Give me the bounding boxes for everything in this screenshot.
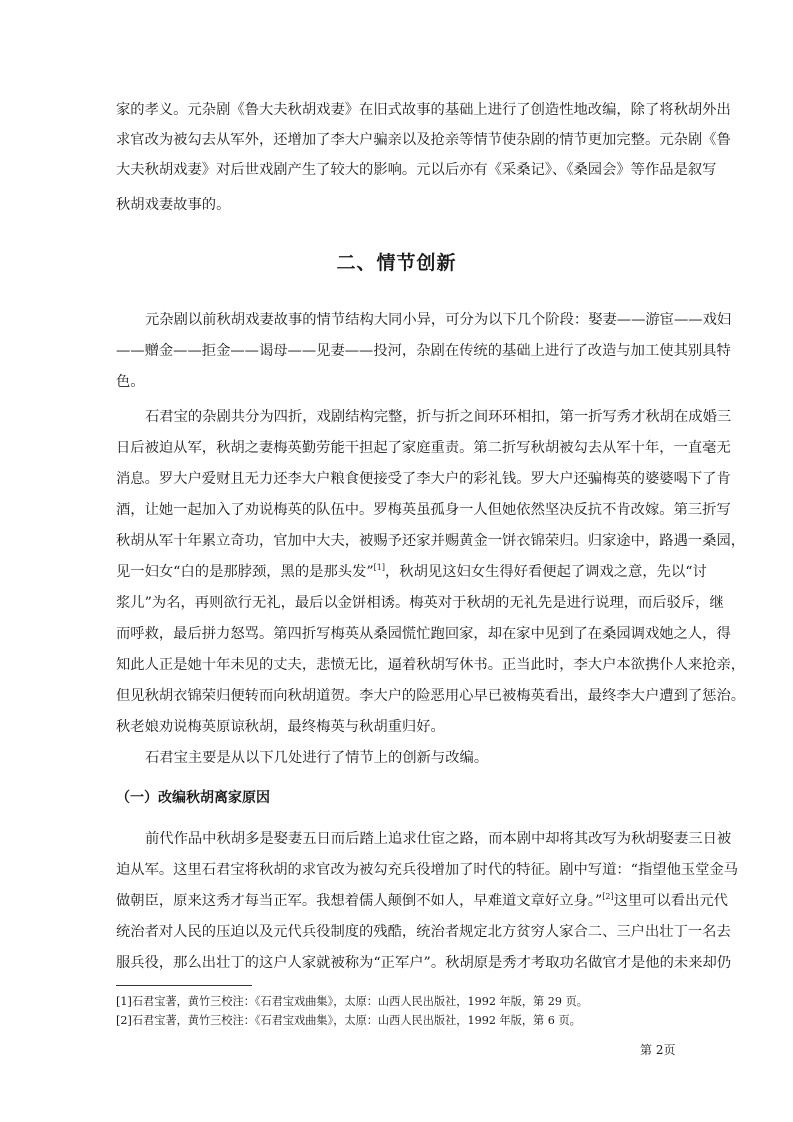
quote-text: 做朝臣，原来这秀才每当正军。我想着儒人颠倒不如人，早难道文章好立身。” [116, 893, 603, 909]
body-line: 消息。罗大户爱财且无力还李大户粮食便接受了李大户的彩礼钱。罗大户还骗梅英的婆婆喝下了肯 [116, 471, 731, 487]
body-line-with-note [116, 562, 707, 582]
footnote-ref[interactable]: [2] [602, 892, 614, 902]
body-line: ——赠金——拒金——谒母——见妻——投河，杂剧在传统的基础上进行了改造与加工使其别具特 [116, 343, 731, 359]
body-line: 服兵役，那么出壮丁的这户人家就被称为“正军户”。秋胡原是秀才考取功名做官才是他的未来却仍 [116, 955, 732, 971]
footnote-separator [116, 985, 252, 986]
body-line: 大夫秋胡戏妻》对后世戏剧产生了较大的影响。元以后亦有《采桑记》、《桑园会》等作品是叙写 [116, 162, 717, 178]
body-line: 秋老娘劝说梅英原谅秋胡，最终梅英与秋胡重归好。 [116, 719, 445, 735]
body-text-cont: 这里可以看出元代 [613, 893, 728, 909]
body-line: 浆儿”为名，再则欲行无礼，最后以金饼相诱。梅英对于秋胡的无礼先是进行说理，而后驳斥，继 [116, 595, 724, 611]
body-line: 元杂剧以前秋胡戏妻故事的情节结构大同小异，可分为以下几个阶段：娶妻——游宦——戏妇 [145, 312, 732, 328]
body-line: 但见秋胡衣锦荣归便转而向秋胡道贺。李大户的险恶用心早已被梅英看出，最终李大户遭到了惩治。 [116, 688, 746, 704]
body-line: 迫从军。这里石君宝将秋胡的求官改为被勾充兵役增加了时代的特征。剧中写道：“指望他玉堂金马 [116, 862, 739, 878]
footnote: [1]石君宝著，黄竹三校注：《石君宝戏曲集》，太原：山西人民出版社，1992 年版，第 29 页。 [116, 995, 588, 1008]
body-line: 色。 [116, 374, 145, 390]
body-line: 前代作品中秋胡多是娶妻五日而后踏上追求仕宦之路，而本剧中却将其改写为秋胡娶妻三日被 [145, 831, 732, 847]
quote-text-cont: ，秋胡见这妇女生得好看便起了调戏之意，先以“讨 [385, 564, 707, 580]
page-number: 第 2页 [640, 1043, 676, 1057]
quote-text: 见一妇女“白的是那脖颈，黑的是那头发” [116, 564, 374, 580]
body-line: 酒，让她一起加入了劝说梅英的队伍中。罗梅英虽孤身一人但她依然坚决反抗不肯改嫁。第三折写 [116, 502, 731, 518]
body-line: 而呼救，最后拼力怒骂。第四折写梅英从桑园慌忙跑回家，却在家中见到了在桑园调戏她之人，得 [116, 626, 731, 642]
subsection-title: （一）改编秋胡离家原因 [116, 790, 270, 806]
body-line: 秋胡从军十年累立奇功，官加中大夫，被赐予还家并赐黄金一饼衣锦荣归。归家途中，路遇一桑园， [116, 533, 746, 549]
section-title: 二、情节创新 [336, 252, 457, 274]
body-line: 统治者对人民的压迫以及元代兵役制度的残酷，统治者规定北方贫穷人家合二、三户出壮丁一名去 [116, 924, 731, 940]
body-line: 日后被迫从军，秋胡之妻梅英勤劳能干担起了家庭重责。第二折写秋胡被勾去从军十年，一直毫无 [116, 440, 731, 456]
body-line: 石君宝的杂剧共分为四折，戏剧结构完整，折与折之间环环相扣，第一折写秀才秋胡在成婚三 [145, 409, 732, 425]
footnote-ref[interactable]: [1] [373, 563, 386, 573]
body-line-with-note [116, 891, 728, 911]
body-line: 石君宝主要是从以下几处进行了情节上的创新与改编。 [145, 750, 489, 766]
footnote: [2]石君宝著，黄竹三校注：《石君宝戏曲集》，太原：山西人民出版社，1992 年版，第 6 页。 [116, 1014, 581, 1027]
body-line: 求官改为被勾去从军外，还增加了李大户骗亲以及抢亲等情节使杂剧的情节更加完整。元杂剧《鲁 [116, 132, 731, 148]
body-line: 秋胡戏妻故事的。 [116, 197, 231, 213]
body-line: 家的孝义。元杂剧《鲁大夫秋胡戏妻》在旧式故事的基础上进行了创造性地改编，除了将秋胡外出 [116, 102, 731, 118]
body-line: 知此人正是她十年未见的丈夫，悲愤无比，逼着秋胡写休书。正当此时，李大户本欲携仆人来抢亲， [116, 657, 746, 673]
